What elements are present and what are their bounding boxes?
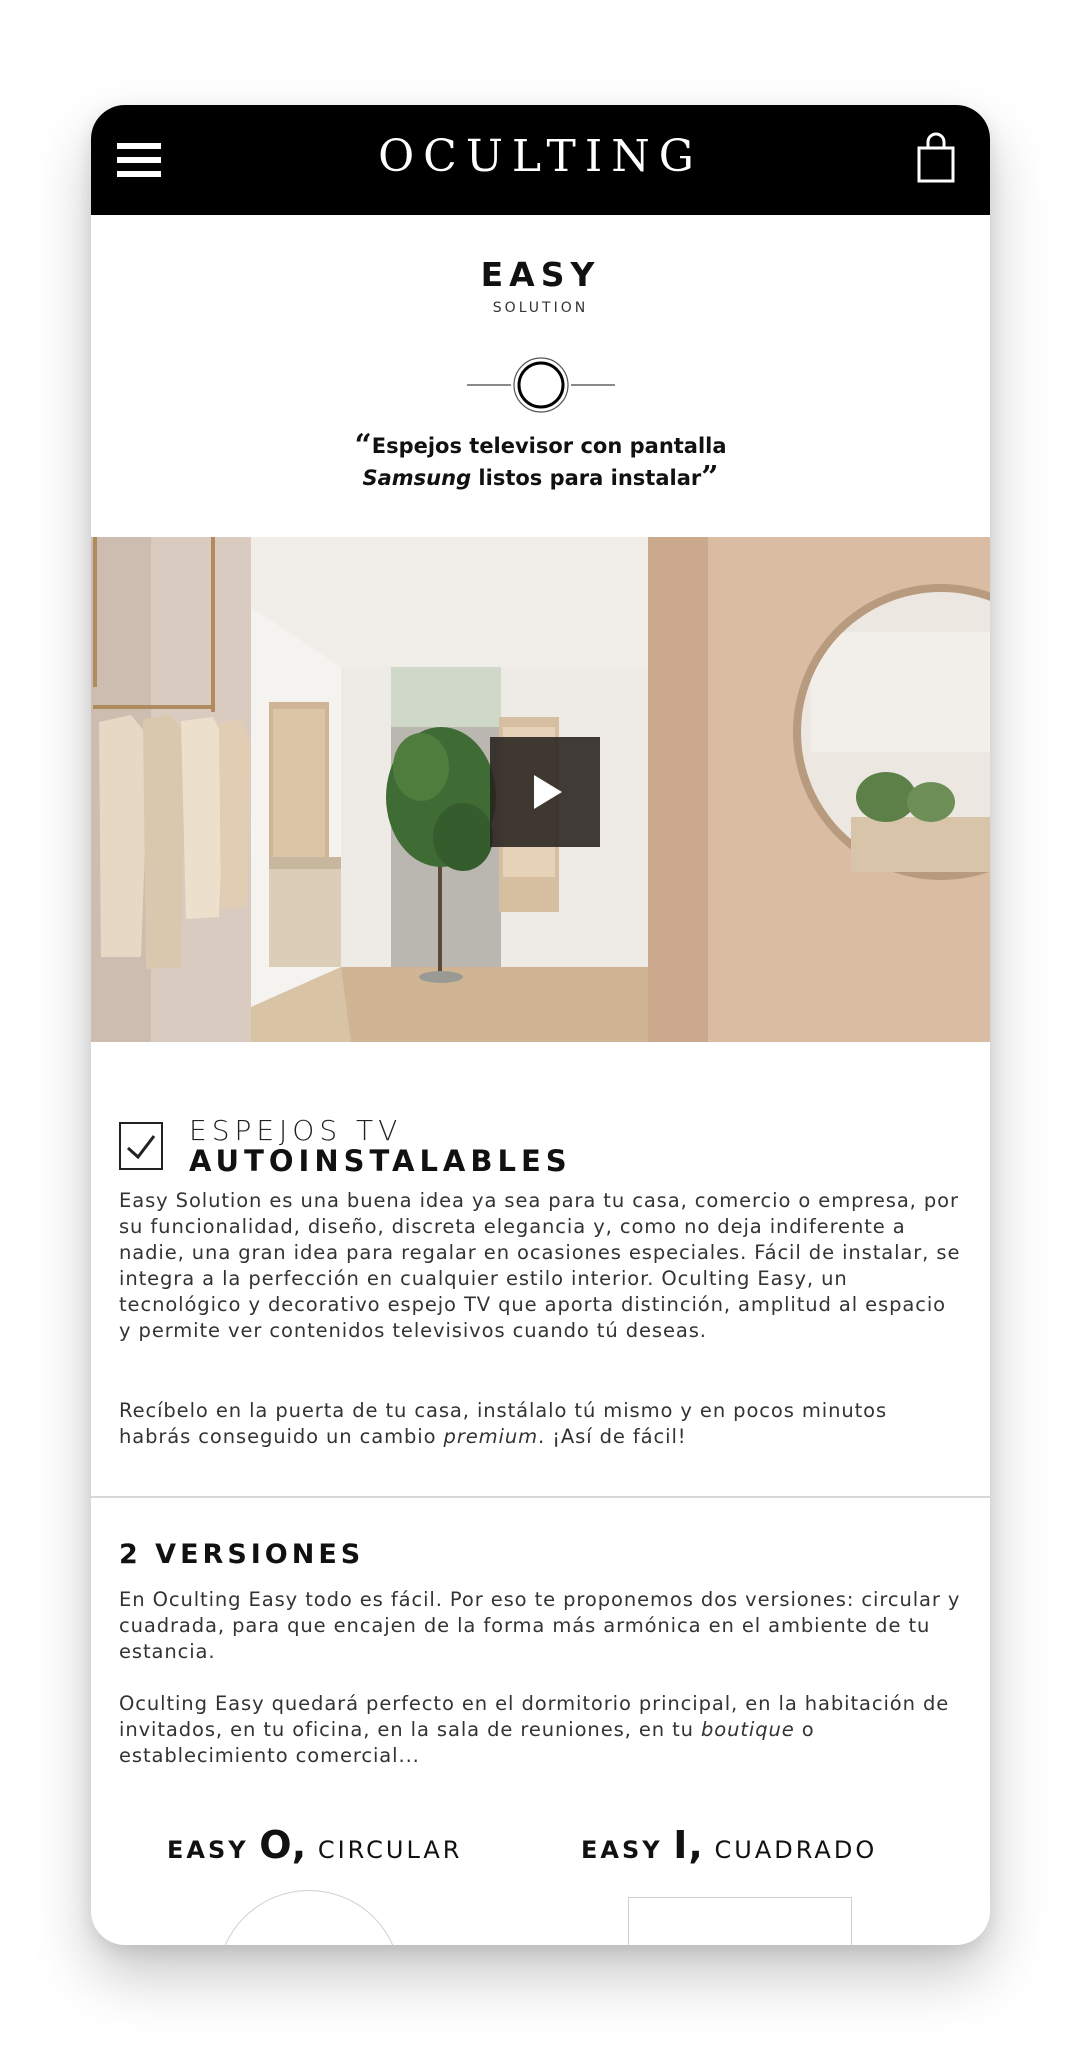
version-square-label[interactable] xyxy=(581,1823,877,1867)
paragraph-emphasis: boutique xyxy=(701,1718,795,1741)
section-heading-light: ESPEJOS TV xyxy=(189,1114,403,1147)
version-name: CUADRADO xyxy=(714,1836,878,1864)
quote-close-mark: ” xyxy=(701,460,719,495)
circle-ornament-icon xyxy=(467,355,615,415)
section-divider xyxy=(91,1496,990,1498)
quote-brand: Samsung xyxy=(362,466,472,490)
autoinstalables-paragraph-2 xyxy=(119,1398,964,1450)
autoinstalables-paragraph-1: Easy Solution es una buena idea ya sea para tu casa, comercio o empresa, por su funcionalidad, diseño, discreta elegancia y, como no deja indiferente a nadie, una gran idea para regalar en ocasiones especiales. Fácil de instalar, se integra a la perfección en cualquier estilo interior. Oculting Easy, un tecnológico y decorativo espejo TV que aporta distinción, amplitud al espacio y permite ver contenidos televisivos cuando tú deseas. xyxy=(119,1189,961,1342)
hero-quote xyxy=(91,430,990,494)
shopping-bag-icon[interactable] xyxy=(916,131,956,185)
versions-paragraph-1: En Oculting Easy todo es fácil. Por eso te proponemos dos versiones: circular y cuadrada, para que encajen de la forma más armónica en el ambiente de tu estancia. xyxy=(119,1588,961,1663)
play-icon[interactable] xyxy=(490,737,600,847)
paragraph-text: o establecimiento comercial... xyxy=(119,1718,815,1767)
paragraph-text: Recíbelo en la puerta de tu casa, instálalo tú mismo y en pocos minutos habrás conseguido un cambio xyxy=(119,1399,888,1448)
quote-open-mark: “ xyxy=(354,428,372,463)
version-prefix: EASY xyxy=(581,1836,663,1864)
section-heading-bold: AUTOINSTALABLES xyxy=(189,1144,572,1178)
square-mirror-preview[interactable] xyxy=(628,1897,852,1945)
phone-frame xyxy=(91,105,990,1945)
easy-title: EASY xyxy=(480,255,601,294)
checkbox-check-icon xyxy=(119,1122,163,1170)
video-player[interactable] xyxy=(91,537,990,1042)
quote-line-2: listos para instalar xyxy=(471,466,702,490)
solution-subtitle: SOLUTION xyxy=(492,300,589,316)
version-circular-label[interactable] xyxy=(167,1823,462,1867)
brand-logo[interactable]: OCULTING xyxy=(378,131,703,182)
version-prefix: EASY xyxy=(167,1836,249,1864)
hero-header xyxy=(91,255,990,316)
version-name: CIRCULAR xyxy=(317,1836,463,1864)
paragraph-emphasis: premium xyxy=(443,1425,539,1448)
top-navbar xyxy=(91,105,990,215)
quote-line-1: Espejos televisor con pantalla xyxy=(371,434,727,458)
circular-mirror-preview[interactable] xyxy=(217,1890,401,1945)
versions-title: 2 VERSIONES xyxy=(119,1539,365,1570)
version-letter: O, xyxy=(259,1823,308,1867)
versions-paragraph-2 xyxy=(119,1691,964,1769)
version-letter: I, xyxy=(673,1823,704,1867)
paragraph-text: Oculting Easy quedará perfecto en el dormitorio principal, en la habitación de invitados, en tu oficina, en la sala de reuniones, en tu xyxy=(119,1692,950,1741)
paragraph-text: . ¡Así de fácil! xyxy=(538,1425,687,1448)
